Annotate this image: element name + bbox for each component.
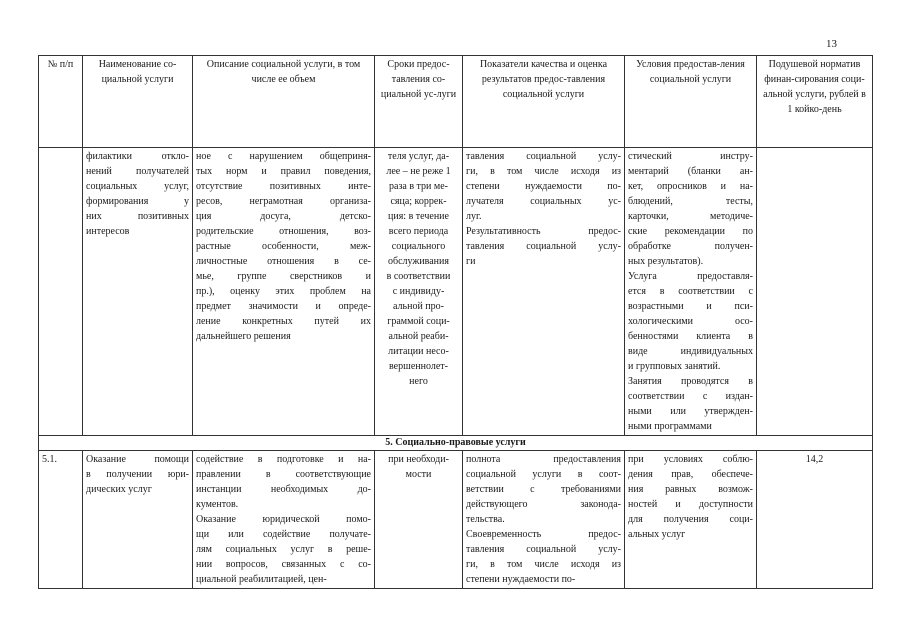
cell-line: ские рекомендации по	[628, 226, 753, 237]
row2-conditions	[625, 451, 757, 589]
cell-line: филактики откло-	[86, 151, 189, 162]
cell-line: блюдений, тесты,	[628, 196, 753, 207]
cell-line: лям социальных услуг в реше-	[196, 544, 371, 555]
cell-line: предмет значимости и опреде-	[196, 301, 371, 312]
cell-line: возрастными и пси-	[628, 301, 753, 312]
header-num: № п/п	[39, 56, 83, 148]
cell-line: социальной услуги в соот-	[466, 469, 621, 480]
cell-line: ных результатов).	[628, 256, 704, 267]
cell-line: с индивиду-	[392, 286, 445, 297]
row2-description	[193, 451, 375, 589]
services-table	[38, 55, 873, 589]
cell-line: ветствии с требованиями	[466, 484, 621, 495]
row1-norm	[757, 148, 873, 436]
row1-conditions	[625, 148, 757, 436]
cell-line: в получении юри-	[86, 469, 189, 480]
cell-line: личностные отношения в се-	[196, 256, 371, 267]
cell-line: тавления социальной услу-	[466, 151, 621, 162]
section-title: 5. Социально-правовые услуги	[39, 436, 873, 451]
cell-line: содействие в подготовке и на-	[196, 454, 371, 465]
cell-line: альной реаби-	[388, 331, 449, 342]
row1-name	[83, 148, 193, 436]
cell-line: в соответствии	[386, 271, 451, 282]
cell-line: кет, опросников и на-	[628, 181, 753, 192]
cell-line: дения прав, обеспече-	[628, 469, 753, 480]
row2-norm: 14,2	[757, 451, 873, 589]
row2-terms	[375, 451, 463, 589]
cell-line: Результативность предос-	[466, 226, 621, 237]
cell-line: формирования у	[86, 196, 189, 207]
cell-line: карточки, методиче-	[628, 211, 753, 222]
cell-line: виде индивидуальных	[628, 346, 753, 357]
header-conditions: Условия предостав-ления социальной услуги	[625, 56, 757, 148]
cell-line: лее – не реже 1	[386, 166, 451, 177]
cell-line: бенностями клиента в	[628, 331, 753, 342]
cell-line: ностей и доступности	[628, 499, 753, 510]
cell-line: ги, в том числе исходя из	[466, 166, 621, 177]
cell-line: полнота предоставления	[466, 454, 621, 465]
cell-line: социальных услуг,	[86, 181, 189, 192]
cell-line: тельства.	[466, 514, 505, 525]
cell-line: при условиях соблю-	[628, 454, 753, 465]
section-row	[39, 436, 873, 451]
cell-line: ги	[466, 256, 476, 267]
cell-line: обработке получен-	[628, 241, 753, 252]
cell-line: ция досуга, детско-	[196, 211, 371, 222]
cell-line: раза в три ме-	[389, 181, 448, 192]
row1-terms	[375, 148, 463, 436]
row1-description	[193, 148, 375, 436]
cell-line: ными программами	[628, 421, 712, 432]
header-description: Описание социальной услуги, в том числе ее объем	[193, 56, 375, 148]
cell-line: тавления социальной услу-	[466, 241, 621, 252]
header-norm: Подушевой норматив финан-сирования соци-альной услуги, рублей в 1 койко-день	[757, 56, 873, 148]
cell-line: них позитивных	[86, 211, 189, 222]
cell-line: степени нуждаемости по-	[466, 574, 576, 585]
cell-line: него	[409, 376, 428, 387]
row2-num: 5.1.	[39, 451, 83, 589]
cell-line: дальнейшего решения	[196, 331, 291, 342]
cell-line: альной про-	[393, 301, 444, 312]
cell-line: литации несо-	[388, 346, 449, 357]
cell-line: для получения соци-	[628, 514, 753, 525]
cell-line: мости	[405, 469, 432, 480]
cell-line: вершеннолет-	[389, 361, 448, 372]
cell-line: действующего законода-	[466, 499, 621, 510]
cell-line: нений получателей	[86, 166, 189, 177]
cell-line: тых норм и правил поведения,	[196, 166, 371, 177]
cell-line: луг.	[466, 211, 482, 222]
cell-line: правлении в соответствующие	[196, 469, 371, 480]
cell-line: тавления социальной услу-	[466, 544, 621, 555]
row1-num	[39, 148, 83, 436]
cell-line: ги, в том числе исходя из	[466, 559, 621, 570]
cell-line: теля услуг, да-	[387, 151, 450, 162]
cell-line: ментарий (бланки ан-	[628, 166, 753, 177]
cell-line: ление конкретных путей их	[196, 316, 371, 327]
cell-line: отсутствие позитивных инте-	[196, 181, 371, 192]
page-number: 13	[826, 38, 837, 50]
cell-line: и групповых занятий.	[628, 361, 721, 372]
cell-line: родительские отношения, воз-	[196, 226, 371, 237]
row1-quality	[463, 148, 625, 436]
header-name: Наименование со-циальной услуги	[83, 56, 193, 148]
cell-line: при необходи-	[388, 454, 449, 465]
row2-name	[83, 451, 193, 589]
cell-line: инстанции необходимых до-	[196, 484, 371, 495]
cell-line: интересов	[86, 226, 130, 237]
cell-line: Своевременность предос-	[466, 529, 621, 540]
cell-line: растные особенности, меж-	[196, 241, 371, 252]
cell-line: сяца; коррек-	[390, 196, 447, 207]
table-row	[39, 148, 873, 436]
cell-line: всего периода	[388, 226, 449, 237]
cell-line: дических услуг	[86, 484, 152, 495]
header-terms: Сроки предос-тавления со-циальной ус-луги	[375, 56, 463, 148]
cell-line: соответствии с издан-	[628, 391, 753, 402]
cell-line: лучателя социальных ус-	[466, 196, 621, 207]
cell-line: щи или содействие получате-	[196, 529, 371, 540]
cell-line: хологическими осо-	[628, 316, 753, 327]
cell-line: нии вопросов, связанных с со-	[196, 559, 371, 570]
cell-line: мье, группе сверстников и	[196, 271, 371, 282]
cell-line: альных услуг	[628, 529, 686, 540]
cell-line: Оказание юридической помо-	[196, 514, 371, 525]
cell-line: обслуживания	[388, 256, 449, 267]
row2-quality	[463, 451, 625, 589]
cell-line: ция: в течение	[388, 211, 449, 222]
table-row	[39, 451, 873, 589]
cell-line: циальной реабилитацией, цен-	[196, 574, 327, 585]
cell-line: ния равных возмож-	[628, 484, 753, 495]
cell-line: Занятия проводятся в	[628, 376, 753, 387]
cell-line: стический инстру-	[628, 151, 753, 162]
cell-line: Услуга предоставля-	[628, 271, 753, 282]
cell-line: ется в соответствии с	[628, 286, 753, 297]
cell-line: степени нуждаемости по-	[466, 181, 621, 192]
header-quality: Показатели качества и оценка результатов предос-тавления социальной услуги	[463, 56, 625, 148]
cell-line: ными или утвержден-	[628, 406, 753, 417]
cell-line: пр.), оценку этих проблем на	[196, 286, 371, 297]
cell-line: граммой соци-	[387, 316, 450, 327]
cell-line: социального	[391, 241, 446, 252]
cell-line: кументов.	[196, 499, 239, 510]
cell-line: ное с нарушением общеприня-	[196, 151, 371, 162]
cell-line: Оказание помощи	[86, 454, 189, 465]
cell-line: ресов, неграмотная организа-	[196, 196, 371, 207]
header-row	[39, 56, 873, 148]
